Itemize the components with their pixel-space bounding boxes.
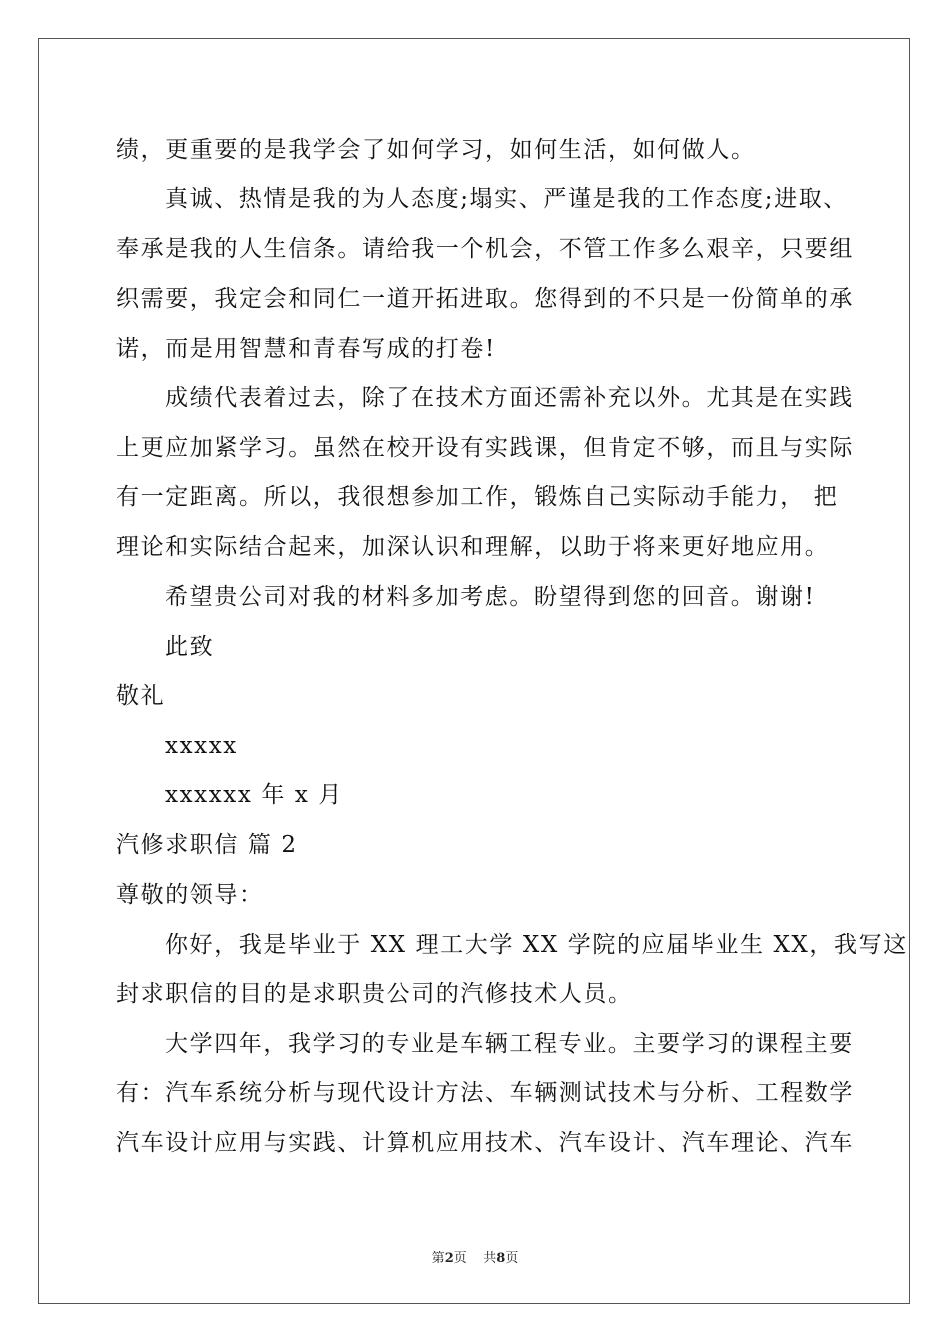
greeting: 尊敬的领导： — [116, 882, 264, 908]
text-line: 理论和实际结合起来，加深认识和理解，以助于将来更好地应用。 — [116, 534, 830, 560]
text-line: 奉承是我的人生信条。请给我一个机会，不管工作多么艰辛，只要组 — [116, 236, 854, 262]
text-line: 上更应加紧学习。虽然在校开设有实践课，但肯定不够，而且与实际 — [116, 435, 854, 461]
page-border — [38, 38, 910, 1304]
signature-name: xxxxx — [165, 733, 238, 759]
footer-total-pages: 8 — [496, 1251, 506, 1266]
text-line: 希望贵公司对我的材料多加考虑。盼望得到您的回音。谢谢! — [165, 584, 816, 610]
text-line: 诺，而是用智慧和青春写成的打卷! — [116, 336, 496, 362]
footer-middle: 页 共 — [453, 1251, 497, 1266]
salutation: 敬礼 — [116, 683, 166, 709]
text-line: 成绩代表着过去，除了在技术方面还需补充以外。尤其是在实践 — [165, 385, 854, 411]
section-title: 汽修求职信 篇 2 — [116, 832, 298, 858]
footer-prefix: 第 — [431, 1251, 445, 1266]
footer-page-number: 2 — [444, 1251, 454, 1266]
text-line: 有：汽车系统分析与现代设计方法、车辆测试技术与分析、工程数学 — [116, 1080, 854, 1106]
signature-date: xxxxxx 年 x 月 — [165, 782, 343, 808]
text-line: 封求职信的目的是求职贵公司的汽修技术人员。 — [116, 981, 633, 1007]
text-line: 汽车设计应用与实践、计算机应用技术、汽车设计、汽车理论、汽车 — [116, 1130, 854, 1156]
footer-suffix: 页 — [505, 1251, 519, 1266]
text-line: 有一定距离。所以，我很想参加工作，锻炼自己实际动手能力， 把 — [116, 484, 839, 510]
text-line: 绩，更重要的是我学会了如何学习，如何生活，如何做人。 — [116, 137, 756, 163]
text-line: 真诚、热情是我的为人态度;塌实、严谨是我的工作态度;进取、 — [165, 186, 848, 212]
text-line: 你好，我是毕业于 XX 理工大学 XX 学院的应届毕业生 XX，我写这 — [165, 932, 908, 958]
text-line: 大学四年，我学习的专业是车辆工程专业。主要学习的课程主要 — [165, 1031, 854, 1057]
page-footer — [0, 1247, 950, 1266]
text-line: 织需要，我定会和同仁一道开拓进取。您得到的不只是一份简单的承 — [116, 286, 854, 312]
closing-line: 此致 — [165, 634, 215, 660]
